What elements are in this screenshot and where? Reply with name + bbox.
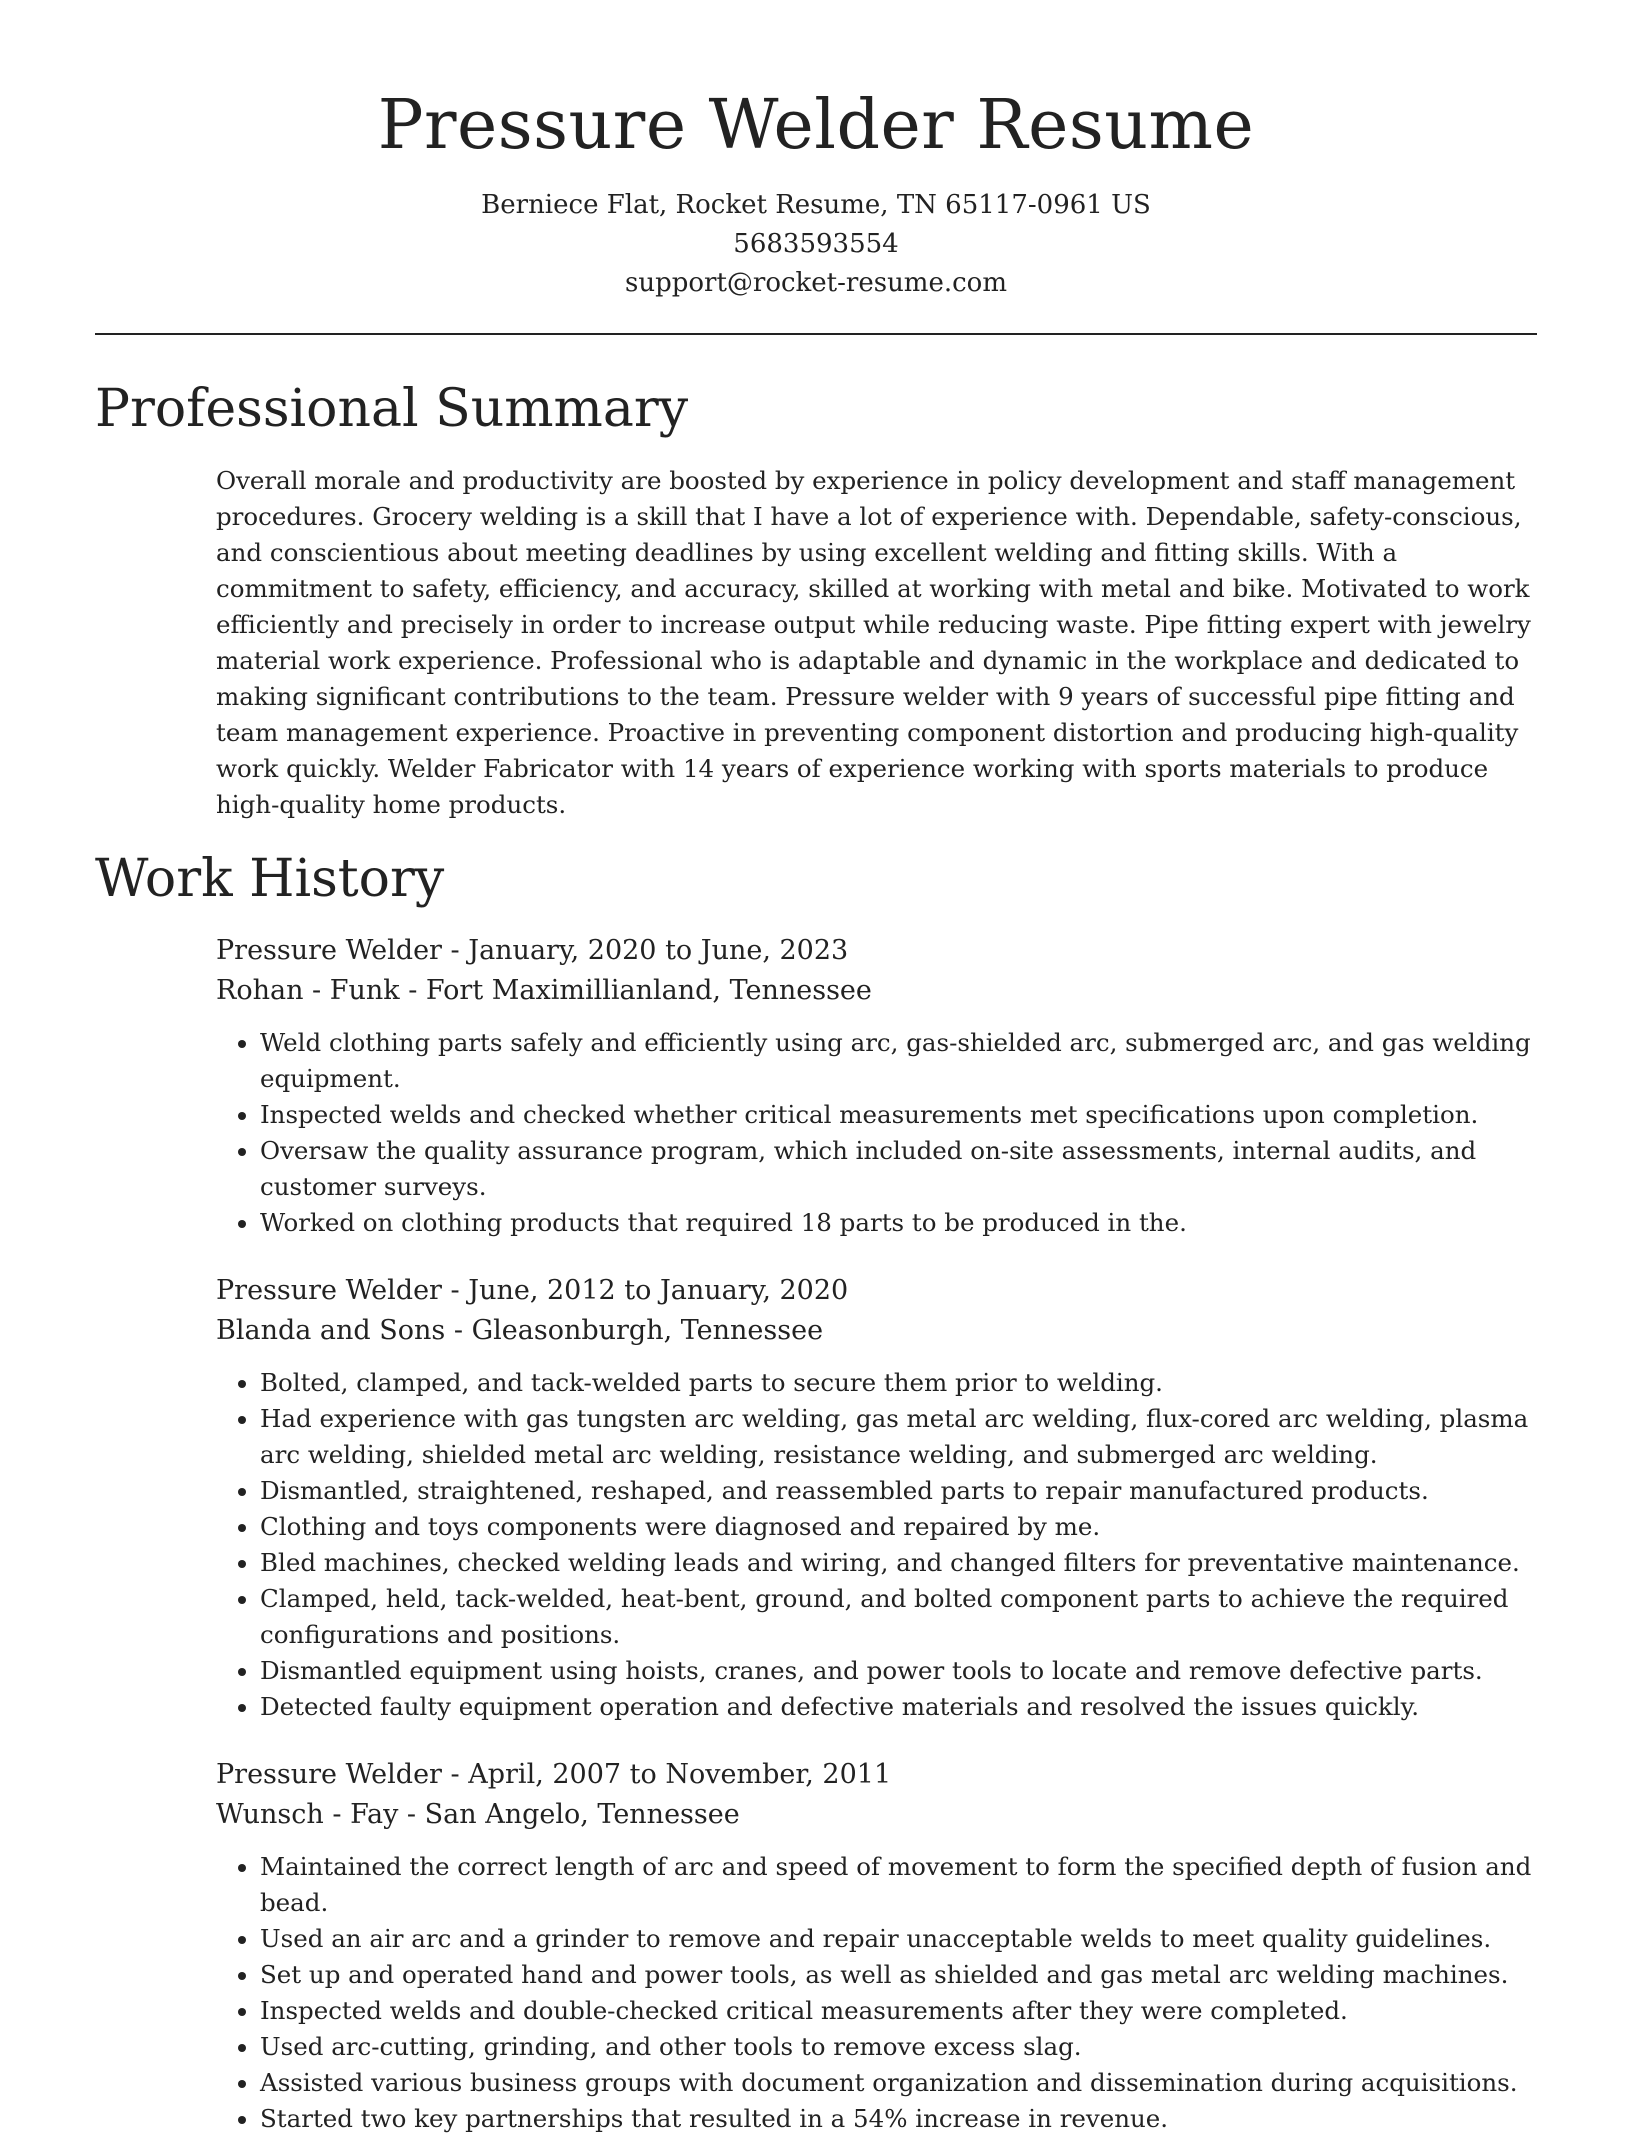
job-bullet: • Inspected welds and checked whether critical measurements met specifications upon completion. <box>260 1097 1537 1133</box>
job-entry <box>216 1755 1537 2137</box>
contact-address: Berniece Flat, Rocket Resume, TN 65117-0961 US <box>481 190 1151 220</box>
resume-title: Pressure Welder Resume <box>377 86 1255 165</box>
job-bullet: • Inspected welds and double-checked critical measurements after they were completed. <box>260 1993 1537 2029</box>
job-bullet-list <box>216 1849 1537 2137</box>
contact-block <box>95 186 1537 303</box>
summary-text: Overall morale and productivity are boosted by experience in policy development and staff management procedures. Grocery welding is a skill that I have a lot of experience with. Dependable, safety-conscious, and conscientious about meeting deadlines by using excellent welding and fitting skills. With a commitment to safety, efficiency, and accuracy, skilled at working with metal and bike. Motivated to work efficiently and precisely in order to increase output while reducing waste. Pipe fitting expert with jewelry material work experience. Professional who is adaptable and dynamic in the workplace and dedicated to making significant contributions to the team. Pressure welder with 9 years of successful pipe fitting and team management experience. Proactive in preventing component distortion and producing high-quality work quickly. Welder Fabricator with 14 years of experience working with sports materials to produce high-quality home products. <box>216 466 1531 819</box>
job-bullet: • Detected faulty equipment operation and defective materials and resolved the issues quickly. <box>260 1689 1537 1725</box>
work-history-heading: Work History <box>95 849 445 909</box>
job-bullet-list <box>216 1025 1537 1241</box>
job-bullet: • Assisted various business groups with document organization and dissemination during acquisitions. <box>260 2065 1537 2101</box>
job-bullet-list <box>216 1365 1537 1725</box>
job-bullet: • Had experience with gas tungsten arc welding, gas metal arc welding, flux-cored arc welding, plasma arc welding, shielded metal arc welding, resistance welding, and submerged arc welding. <box>260 1401 1537 1473</box>
job-bullet: • Clamped, held, tack-welded, heat-bent, ground, and bolted component parts to achieve the required configurations and positions. <box>260 1581 1537 1653</box>
job-bullet: • Used an air arc and a grinder to remove and repair unacceptable welds to meet quality guidelines. <box>260 1921 1537 1957</box>
summary-section <box>95 463 1537 823</box>
job-bullet: • Dismantled equipment using hoists, cranes, and power tools to locate and remove defective parts. <box>260 1653 1537 1689</box>
job-title-dates: Pressure Welder - June, 2012 to January, 2020 <box>216 1275 849 1306</box>
job-bullet: • Maintained the correct length of arc and speed of movement to form the specified depth of fusion and bead. <box>260 1849 1537 1921</box>
job-bullet: • Dismantled, straightened, reshaped, and reassembled parts to repair manufactured products. <box>260 1473 1537 1509</box>
contact-phone: 5683593554 <box>733 229 899 259</box>
summary-heading: Professional Summary <box>95 379 689 439</box>
job-title-dates: Pressure Welder - April, 2007 to November, 2011 <box>216 1759 892 1790</box>
contact-email: support@rocket-resume.com <box>624 268 1007 298</box>
job-bullet: • Weld clothing parts safely and efficiently using arc, gas-shielded arc, submerged arc, and gas welding equipment. <box>260 1025 1537 1097</box>
job-bullet: • Oversaw the quality assurance program, which included on-site assessments, internal audits, and customer surveys. <box>260 1133 1537 1205</box>
job-bullet: • Bolted, clamped, and tack-welded parts to secure them prior to welding. <box>260 1365 1537 1401</box>
job-bullet: • Bled machines, checked welding leads and wiring, and changed filters for preventative maintenance. <box>260 1545 1537 1581</box>
job-company-location: Blanda and Sons - Gleasonburgh, Tennessee <box>216 1315 824 1346</box>
work-history-section <box>95 931 1537 2137</box>
job-bullet: • Used arc-cutting, grinding, and other tools to remove excess slag. <box>260 2029 1537 2065</box>
job-entry <box>216 1271 1537 1725</box>
job-entry <box>216 931 1537 1241</box>
job-company-location: Wunsch - Fay - San Angelo, Tennessee <box>216 1799 740 1830</box>
job-bullet: • Started two key partnerships that resulted in a 54% increase in revenue. <box>260 2101 1537 2137</box>
job-bullet: • Worked on clothing products that required 18 parts to be produced in the. <box>260 1205 1537 1241</box>
job-bullet: • Clothing and toys components were diagnosed and repaired by me. <box>260 1509 1537 1545</box>
job-bullet: • Set up and operated hand and power tools, as well as shielded and gas metal arc welding machines. <box>260 1957 1537 1993</box>
job-title-dates: Pressure Welder - January, 2020 to June, 2023 <box>216 935 849 966</box>
header-divider <box>95 333 1537 335</box>
job-company-location: Rohan - Funk - Fort Maximillianland, Tennessee <box>216 975 872 1006</box>
